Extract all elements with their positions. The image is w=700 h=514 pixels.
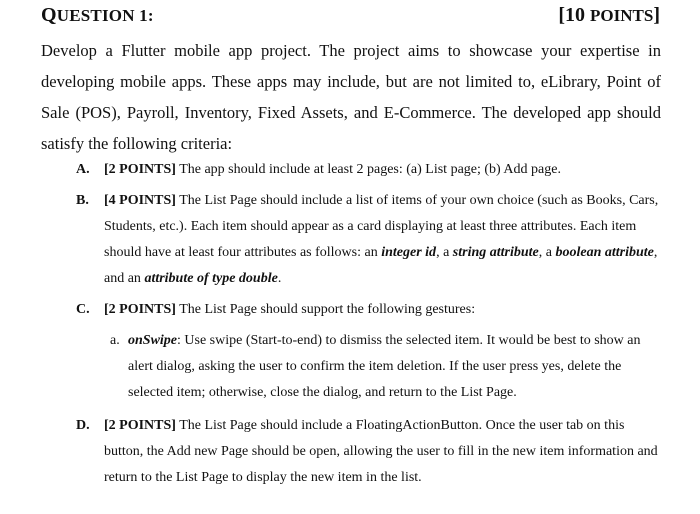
criterion-c-sub-a-body: : Use swipe (Start-to-end) to dismiss the selected item. It would be best to show an alert dialog, asking the user to confirm the item deletion. If the user press yes, delete the selected item; otherwise, close the dialog, and return to the List Page.: [128, 333, 641, 400]
double-attribute-term: attribute of type double: [144, 271, 278, 286]
criterion-b-sep2: , a: [538, 245, 556, 260]
boolean-attribute-term: boolean attribute: [555, 245, 654, 260]
question-header: [41, 4, 660, 34]
criterion-b-sep1: , a: [436, 245, 453, 260]
question-points-open: [10: [558, 4, 591, 26]
integer-id-term: integer id: [381, 245, 437, 260]
criterion-a-text: [104, 157, 662, 183]
question-points-word: POINTS: [590, 6, 654, 25]
question-title: [41, 4, 154, 27]
criterion-c-sub-a-marker: a.: [110, 333, 120, 348]
criterion-b-body: The List Page should include a list of items of your own choice (such as Books, Cars, Students, etc.). Each item should appear as a card displaying at least three attributes. Each item should have at least four attributes as follows: an: [104, 193, 659, 260]
criterion-c-sub-a: [110, 328, 662, 406]
question-title-rest: UESTION 1:: [56, 6, 154, 25]
criterion-d-marker: D.: [76, 418, 90, 433]
criterion-a-body: The app should include at least 2 pages: (a) List page; (b) Add page.: [175, 162, 561, 177]
criterion-d-points: [2 POINTS]: [104, 418, 176, 433]
string-attribute-term: string attribute: [452, 245, 539, 260]
criterion-b-text: [104, 188, 662, 292]
criterion-b-marker: B.: [76, 193, 89, 208]
criterion-b: [76, 188, 662, 292]
criterion-c-marker: C.: [76, 302, 90, 317]
question-title-initial: Q: [41, 4, 57, 26]
criterion-b-points: [4 POINTS]: [104, 193, 176, 208]
criterion-c-text: [104, 297, 662, 323]
criterion-d: [76, 413, 662, 491]
onswipe-term: onSwipe: [128, 333, 178, 348]
criterion-c: [76, 297, 662, 323]
criterion-d-body: The List Page should include a FloatingActionButton. Once the user tab on this button, the Add new Page should be open, allowing the user to fill in the new item information and return to the List Page to display the new item in the list.: [104, 418, 658, 485]
question-intro: Develop a Flutter mobile app project. The project aims to showcase your expertise in developing mobile apps. These apps may include, but are not limited to, eLibrary, Point of Sale (POS), Payroll, Inventory, Fixed Assets, and E-Commerce. The developed app should satisfy the following criteria:: [41, 41, 661, 153]
criteria-list: [76, 157, 662, 491]
criterion-c-sub-a-text: [128, 328, 662, 406]
question-points-close: ]: [653, 4, 660, 26]
criterion-c-points: [2 POINTS]: [104, 302, 176, 317]
criterion-a-marker: A.: [76, 162, 90, 177]
criterion-b-end: .: [277, 271, 282, 286]
criterion-a-points: [2 POINTS]: [104, 162, 176, 177]
criterion-d-text: [104, 413, 662, 491]
question-points: [558, 4, 660, 27]
criterion-a: [76, 157, 662, 183]
criterion-c-body: The List Page should support the following gestures:: [175, 302, 476, 317]
criterion-b-sep3: , and an: [104, 245, 658, 286]
